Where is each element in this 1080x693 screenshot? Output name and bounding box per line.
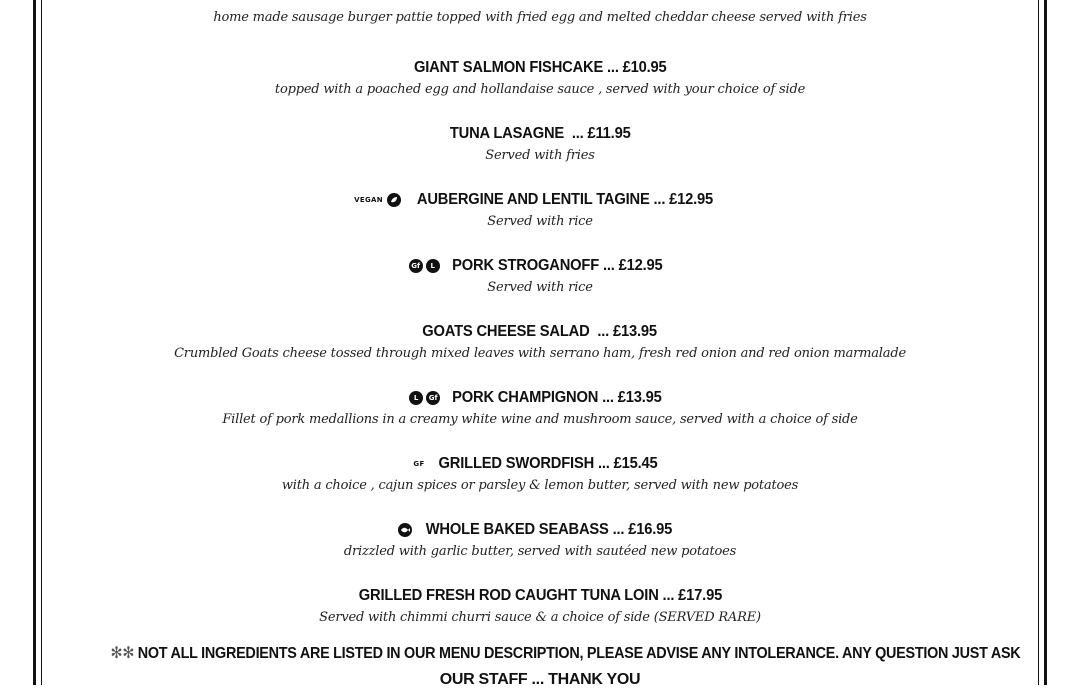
item-title: GRILLED SWORDFISH ... £15.45 xyxy=(438,455,658,472)
item-description: Served with chimmi churri sauce & a choice of side (SERVED RARE) xyxy=(319,610,761,625)
menu-item xyxy=(44,188,1036,254)
item-description: with a choice , cajun spices or parsley & lemon butter, served with new potatoes xyxy=(281,478,799,493)
item-title: GOATS CHEESE SALAD ... £13.95 xyxy=(422,323,658,340)
fish-icon xyxy=(398,523,412,537)
menu-item xyxy=(44,122,1036,188)
item-description: drizzled with garlic butter, served with sautéed new potatoes xyxy=(343,544,737,559)
menu-item xyxy=(44,10,1036,56)
lactose-free-icon: L xyxy=(426,259,440,273)
notice-line xyxy=(111,641,1021,667)
menu-list xyxy=(44,0,1036,650)
item-description: topped with a poached egg and hollandaise sauce , served with your choice of side xyxy=(274,82,806,97)
item-title-row xyxy=(44,122,1036,146)
item-title: GRILLED FRESH ROD CAUGHT TUNA LOIN ... £17.95 xyxy=(358,587,722,604)
vegan-icon: VEGAN xyxy=(354,196,383,204)
menu-item xyxy=(44,320,1036,386)
menu-item xyxy=(44,56,1036,122)
gf-text-icon: GF xyxy=(413,460,425,468)
menu-item xyxy=(44,386,1036,452)
item-description: Served with rice xyxy=(487,280,593,295)
lactose-free-icon: L xyxy=(409,391,423,405)
item-title: TUNA LASAGNE ... £11.95 xyxy=(449,125,631,142)
item-title-row xyxy=(44,452,1036,476)
item-description: Crumbled Goats cheese tossed through mixed leaves with serrano ham, fresh red onion and red onion marmalade xyxy=(174,346,906,361)
item-title-row xyxy=(44,584,1036,608)
item-title: PORK CHAMPIGNON ... £13.95 xyxy=(452,389,662,406)
gluten-free-icon: Gf xyxy=(409,259,423,273)
allergen-notice xyxy=(60,641,1020,693)
item-title-row xyxy=(44,386,1036,410)
item-description: Served with fries xyxy=(485,148,595,163)
notice-line-2: OUR STAFF ... THANK YOU xyxy=(439,671,641,688)
item-title-row xyxy=(44,320,1036,344)
item-title: WHOLE BAKED SEABASS ... £16.95 xyxy=(425,521,672,538)
item-title-row xyxy=(44,56,1036,80)
menu-item xyxy=(44,254,1036,320)
menu-item xyxy=(44,518,1036,584)
item-title-row xyxy=(44,518,1036,542)
vegetarian-icon xyxy=(387,193,401,207)
item-title: GIANT SALMON FISHCAKE ... £10.95 xyxy=(413,59,667,76)
item-title-row xyxy=(44,188,1036,212)
asterisk-icon: ✻✻ xyxy=(110,645,135,662)
item-title: AUBERGINE AND LENTIL TAGINE ... £12.95 xyxy=(416,191,713,208)
item-title: PORK STROGANOFF ... £12.95 xyxy=(451,257,663,274)
gluten-free-icon: Gf xyxy=(426,391,440,405)
item-description: home made sausage burger pattie topped with fried egg and melted cheddar cheese served with fries xyxy=(213,10,867,25)
notice-text: NOT ALL INGREDIENTS ARE LISTED IN OUR MENU DESCRIPTION, PLEASE ADVISE ANY INTOLERANCE. ANY QUESTION JUST ASK xyxy=(137,645,1021,662)
item-description: Served with rice xyxy=(487,214,593,229)
item-title-row xyxy=(44,254,1036,278)
menu-item xyxy=(44,452,1036,518)
item-description: Fillet of pork medallions in a creamy white wine and mushroom sauce, served with a choice of side xyxy=(222,412,858,427)
